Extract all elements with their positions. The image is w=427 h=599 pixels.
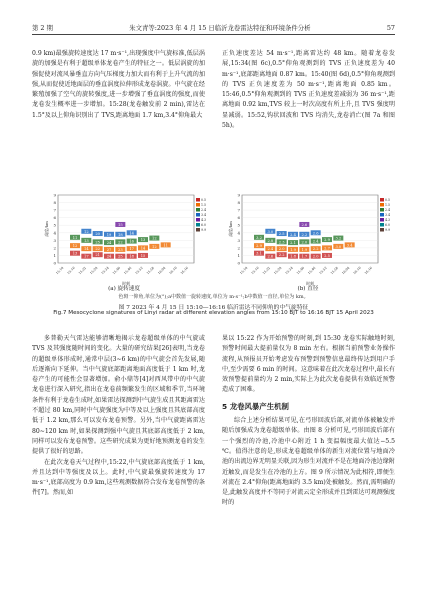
x-tick-label: 15:52 bbox=[134, 265, 144, 276]
paragraph: 多普勒天气雷达能够清晰地揭示龙卷超级单体的中气旋或 TVS 及其强度随时间的变化。大量的研究结果[26]表明,当龙卷的超级单体形成时,通常中层(3~6 km)的中气旋会首先发展,随后逐渐向下延伸。当中气旋底部距离地面高度低于 1 km 时,龙卷产生的可能性会显著增加。俞小鼎等[4]对西风带中的中气旋龙卷进行深入研究,指出在龙卷前频繁发生的区域和季节,当环境条件有利于龙卷生成时,如果雷达探测到中气旋生成且其距离雷达不超过 80 km,同时中气旋强度为中等及以上强度且其底部高度低于 1.2 km,那么可以发布龙卷预警。另外,当中气旋距离雷达 80~120 km 时,如果探测到强中气旋且其底部高度低于 2 km,同样可以发布龙卷预警。这些研究成果为更好地预测龙卷的发生提供了很好的思路。 bbox=[32, 335, 205, 456]
data-label: 2.4 bbox=[290, 232, 296, 237]
legend-swatch bbox=[196, 228, 200, 232]
data-label: 2.0 bbox=[312, 254, 319, 259]
data-label: 13 bbox=[84, 238, 89, 243]
legend-swatch bbox=[196, 223, 200, 227]
legend-swatch bbox=[380, 228, 384, 232]
data-label: 2.0 bbox=[301, 240, 308, 245]
data-label: 12 bbox=[72, 244, 78, 249]
data-label: 2.5 bbox=[324, 253, 330, 258]
legend-swatch bbox=[380, 198, 384, 202]
figure-caption-en: Fig.7 Mesocyclone signatures of Linyi radar at different elevation angles from 15:10 BJT to 16:16 BJT 15 April 2023 bbox=[53, 310, 374, 316]
issue-label: 第 2 期 bbox=[32, 24, 53, 32]
legend-label: 0.5 bbox=[201, 198, 207, 202]
chart-panel-a bbox=[44, 189, 207, 289]
data-label: 1.9 bbox=[290, 247, 296, 252]
y-tick-label: 9 bbox=[237, 192, 240, 198]
data-label: 1.8 bbox=[290, 254, 296, 259]
x-tick-label: 16:16 bbox=[363, 265, 374, 276]
paragraph: 果以 15:22 作为开始预警的时刻,到 15:30 龙卷实际触地时刻,预警时间最大提前量仅为 8 min 左右。根据当前预警业务操作流程,从预报员开始考虑发布预警到预警信息最终传达到用户手中,至少需要 6 min 的时间。这意味着在此次龙卷过程中,最长有效预警提前量约为 2 min,实际上为此次龙卷提供有效临近预警造成了困难。 bbox=[222, 335, 395, 394]
data-label: 14 bbox=[140, 246, 146, 251]
data-label: 2.6 bbox=[301, 222, 308, 227]
data-label: 3.1 bbox=[256, 251, 262, 256]
data-label: 20 bbox=[95, 232, 100, 237]
y-tick-label: 0 bbox=[53, 260, 56, 266]
x-tick-label: 15:22 bbox=[77, 265, 88, 276]
paragraph: 综合上述分析结果可见,在弓形回波后部,对流单体被触发并随后加强成为龙卷超级单体。由图 8 分析可见,弓形回波后部有一个强烈的冷池,冷池中心附近 1 h 变温幅度最大值达−5.5 ℃。值得注意的是,形成龙卷超级单体的新生对流位置与地面冷池的出流边界无明显关联,因为形生对流并不是在地面冷池边缘附近触发,而是发生在冷池的上方。图 9 所示情况为此相符,即便生对流在 2.4°仰角(距离地面约 3.5 km)处被触发。然而,需明确的是,此触发高度并不等同于对流云定全形成并且到雷达可观测强度时的 bbox=[222, 417, 395, 507]
x-tick-label: 15:10 bbox=[239, 265, 249, 276]
running-title: 朱文青等:2023 年 4 月 15 日临沂龙卷雷达特征和环境条件分析 bbox=[129, 24, 311, 32]
y-tick-label: 2 bbox=[53, 245, 56, 251]
data-label: 2.2 bbox=[301, 232, 308, 237]
x-tick-label: 15:28 bbox=[89, 265, 99, 276]
data-label: 24 bbox=[106, 254, 112, 259]
left-column-bottom bbox=[32, 334, 205, 499]
data-label: 2.2 bbox=[278, 253, 285, 258]
y-tick-label: 1 bbox=[237, 252, 240, 258]
legend-label: 2.4 bbox=[201, 208, 207, 212]
data-label: 2.0 bbox=[278, 247, 285, 252]
data-label: 2.7 bbox=[324, 246, 330, 251]
x-tick-label: 15:40 bbox=[111, 265, 122, 276]
chart-panel-b bbox=[228, 189, 391, 289]
legend-label: 4.3 bbox=[201, 218, 207, 222]
data-label: 2.9 bbox=[324, 238, 330, 243]
paragraph: 在此次龙卷天气过程中,15:22,中气旋底部高度低于 1 km,并且达到中等强度及以上。此时,中气旋最强旋转速度为 17 m·s⁻¹,底部高度为 0.9 km,这些观测数据符合发布龙卷预警的条件[7]。然而,如 bbox=[32, 458, 205, 497]
data-label: 18 bbox=[118, 232, 123, 237]
legend-label: 6.0 bbox=[385, 223, 391, 227]
x-tick-label: 15:46 bbox=[307, 265, 317, 276]
y-tick-label: 8 bbox=[237, 200, 240, 206]
data-label: 13 bbox=[140, 238, 146, 243]
x-axis-label: 时刻 bbox=[306, 281, 314, 286]
data-label: 1.7 bbox=[301, 254, 308, 259]
legend-swatch bbox=[196, 218, 200, 222]
section-heading bbox=[222, 402, 395, 412]
paragraph: 0.9 km)最强旋转速度达 17 m·s⁻¹,出现强度中气旋标准,低层涡旋的加强是有利于超级单体龙卷产生的特征之一。低层涡旋的加强促使对流风暴垂直方向气压梯度力加大而有利于上升气流的加强,从而促使近地面层的垂直涡度拉伸形成龙卷涡旋。中气旋在经繁殖加强了空气的旋转强度,进一步增强了垂直涡度的强度,而使龙卷发生概率进一步增加。15:28(龙卷触发前 2 min),雷达在 1.5°及以上仰角识别出了 TVS,距离地面 1.7 km,3.4°仰角最大 bbox=[32, 50, 205, 119]
x-tick-label: 15:22 bbox=[261, 265, 272, 276]
y-tick-label: 4 bbox=[237, 230, 240, 236]
data-label: 18 bbox=[129, 254, 134, 259]
data-label: 3.4 bbox=[346, 243, 353, 248]
data-label: 2.9 bbox=[256, 244, 262, 249]
y-tick-label: 9 bbox=[53, 192, 56, 198]
rotation-velocity-chart bbox=[44, 189, 207, 289]
legend-label: 0.5 bbox=[385, 198, 391, 202]
figure-7 bbox=[32, 189, 395, 319]
data-label: 3.2 bbox=[256, 235, 262, 240]
data-label: 17 bbox=[84, 254, 89, 259]
data-label: 2.1 bbox=[290, 241, 296, 246]
legend-swatch bbox=[380, 213, 384, 217]
y-axis-label: 高度/km bbox=[228, 221, 233, 237]
data-label: 15 bbox=[140, 253, 146, 258]
data-label: 2.8 bbox=[267, 238, 274, 243]
left-column-top bbox=[32, 49, 205, 121]
legend-label: 3.4 bbox=[385, 213, 391, 217]
y-tick-label: 7 bbox=[237, 207, 240, 213]
legend-swatch bbox=[196, 203, 200, 207]
data-label: 15 bbox=[118, 222, 123, 227]
section-title: 龙卷风暴产生机制 bbox=[229, 401, 289, 411]
figure-note: 色斑一仰角,单位为(°);a中数值一旋转速度,单位为 m·s⁻¹;b中数值一直径,单位为 km。 bbox=[118, 294, 309, 300]
data-label: 2.6 bbox=[267, 254, 274, 259]
x-tick-label: 15:52 bbox=[318, 265, 328, 276]
data-label: 14 bbox=[84, 247, 89, 252]
legend-label: 6.0 bbox=[201, 223, 207, 227]
data-label: 2.4 bbox=[267, 247, 274, 252]
y-tick-label: 6 bbox=[237, 215, 240, 221]
data-label: 14 bbox=[129, 231, 134, 236]
legend-label: 9.9 bbox=[201, 228, 207, 232]
data-label: 22 bbox=[118, 240, 123, 245]
data-label: 12 bbox=[152, 244, 157, 249]
x-tick-label: 15:34 bbox=[100, 265, 110, 276]
data-label: 2.6 bbox=[312, 231, 319, 236]
section-number: 5 bbox=[222, 401, 228, 411]
data-label: 11 bbox=[163, 243, 168, 248]
data-label: 3.0 bbox=[335, 244, 342, 249]
x-tick-label: 15:16 bbox=[66, 265, 76, 276]
legend-label: 2.4 bbox=[385, 208, 391, 212]
x-tick-label: 15:40 bbox=[295, 265, 306, 276]
y-tick-label: 4 bbox=[53, 230, 56, 236]
y-tick-label: 3 bbox=[53, 237, 56, 243]
right-column-bottom bbox=[222, 334, 395, 509]
legend-swatch bbox=[196, 208, 200, 212]
data-label: 23 bbox=[118, 247, 123, 252]
data-label: 16 bbox=[129, 239, 134, 244]
x-tick-label: 15:58 bbox=[145, 265, 156, 276]
data-label: 2.4 bbox=[312, 239, 319, 244]
data-label: 24 bbox=[106, 241, 112, 246]
x-tick-label: 16:16 bbox=[179, 265, 190, 276]
y-tick-label: 6 bbox=[53, 215, 56, 221]
y-tick-label: 5 bbox=[237, 222, 240, 228]
y-tick-label: 0 bbox=[237, 260, 240, 266]
data-label: 25 bbox=[118, 254, 123, 259]
data-label: 27 bbox=[106, 247, 112, 252]
data-label: 2.2 bbox=[312, 247, 319, 252]
diameter-chart bbox=[228, 189, 391, 289]
y-tick-label: 7 bbox=[53, 207, 56, 213]
panel-b-label: (b) 直径 bbox=[297, 286, 319, 292]
legend-swatch bbox=[380, 218, 384, 222]
data-label: 3.0 bbox=[267, 229, 274, 234]
x-tick-label: 15:46 bbox=[123, 265, 133, 276]
y-axis-label: 高度/km bbox=[44, 221, 49, 237]
x-tick-label: 16:10 bbox=[352, 265, 362, 276]
data-label: 2.5 bbox=[278, 232, 285, 237]
x-tick-label: 16:04 bbox=[157, 265, 167, 276]
data-label: 2.3 bbox=[278, 240, 285, 245]
data-label: 11 bbox=[72, 235, 78, 240]
y-tick-label: 1 bbox=[53, 252, 56, 258]
data-label: 21 bbox=[95, 253, 100, 258]
x-tick-label: 16:04 bbox=[341, 265, 351, 276]
data-label: 3.2 bbox=[335, 236, 342, 241]
legend-swatch bbox=[380, 208, 384, 212]
legend-swatch bbox=[380, 203, 384, 207]
figure-caption-zh: 图 7 2023 年 4 月 15 日 15:10—16:16 临沂雷达不同仰角的中气旋特征 bbox=[118, 305, 309, 311]
data-label: 1.9 bbox=[301, 247, 308, 252]
data-label: 25 bbox=[95, 240, 100, 245]
x-tick-label: 15:10 bbox=[55, 265, 65, 276]
x-axis-label: 时刻 bbox=[122, 281, 130, 286]
x-tick-label: 15:16 bbox=[250, 265, 260, 276]
x-tick-label: 16:10 bbox=[168, 265, 178, 276]
y-tick-label: 2 bbox=[237, 245, 240, 251]
legend-swatch bbox=[196, 198, 200, 202]
x-tick-label: 15:34 bbox=[284, 265, 294, 276]
data-label: 13 bbox=[72, 251, 78, 256]
legend-label: 9.9 bbox=[385, 228, 391, 232]
data-label: 12 bbox=[84, 229, 89, 234]
y-tick-label: 3 bbox=[237, 237, 240, 243]
running-header bbox=[32, 22, 395, 35]
legend-label: 1.5 bbox=[201, 203, 207, 207]
legend-label: 4.3 bbox=[385, 218, 391, 222]
panel-a-label: (a) 旋转速度 bbox=[108, 286, 140, 292]
right-column-top bbox=[222, 49, 395, 131]
legend-label: 3.4 bbox=[201, 213, 207, 217]
y-tick-label: 5 bbox=[53, 222, 56, 228]
paragraph: 正负速度差达 54 m·s⁻¹,距离雷达约 48 km。随着龙卷发展,15:34(图 6c),0.5°仰角观测到的 TVS 正负速度差为 40 m·s⁻¹,底部距离地面 0.87 km。15:40(图 6d),0.5°仰角观测到的 TVS 正负速度差为 50 m·s⁻¹,距离地面 0.85 km。15:46,0.5°仰角观测到的 TVS 正负速度差减弱为 36 m·s⁻¹,距离地面 0.92 km,TVS 较上一时次高度有所上升,且 TVS 强度明显减弱。15:52,钩状回波和 TVS 均消失,龙卷消亡(图 7a 和图 5h)。 bbox=[222, 50, 395, 130]
x-tick-label: 15:28 bbox=[273, 265, 283, 276]
y-tick-label: 8 bbox=[53, 200, 56, 206]
legend-label: 1.5 bbox=[385, 203, 391, 207]
x-tick-label: 15:58 bbox=[329, 265, 340, 276]
data-label: 12 bbox=[152, 236, 157, 241]
data-label: 17 bbox=[129, 247, 134, 252]
legend-swatch bbox=[380, 223, 384, 227]
data-label: 19 bbox=[106, 232, 112, 237]
data-label: 22 bbox=[95, 247, 100, 252]
page-number: 57 bbox=[386, 24, 395, 32]
legend-swatch bbox=[196, 213, 200, 217]
